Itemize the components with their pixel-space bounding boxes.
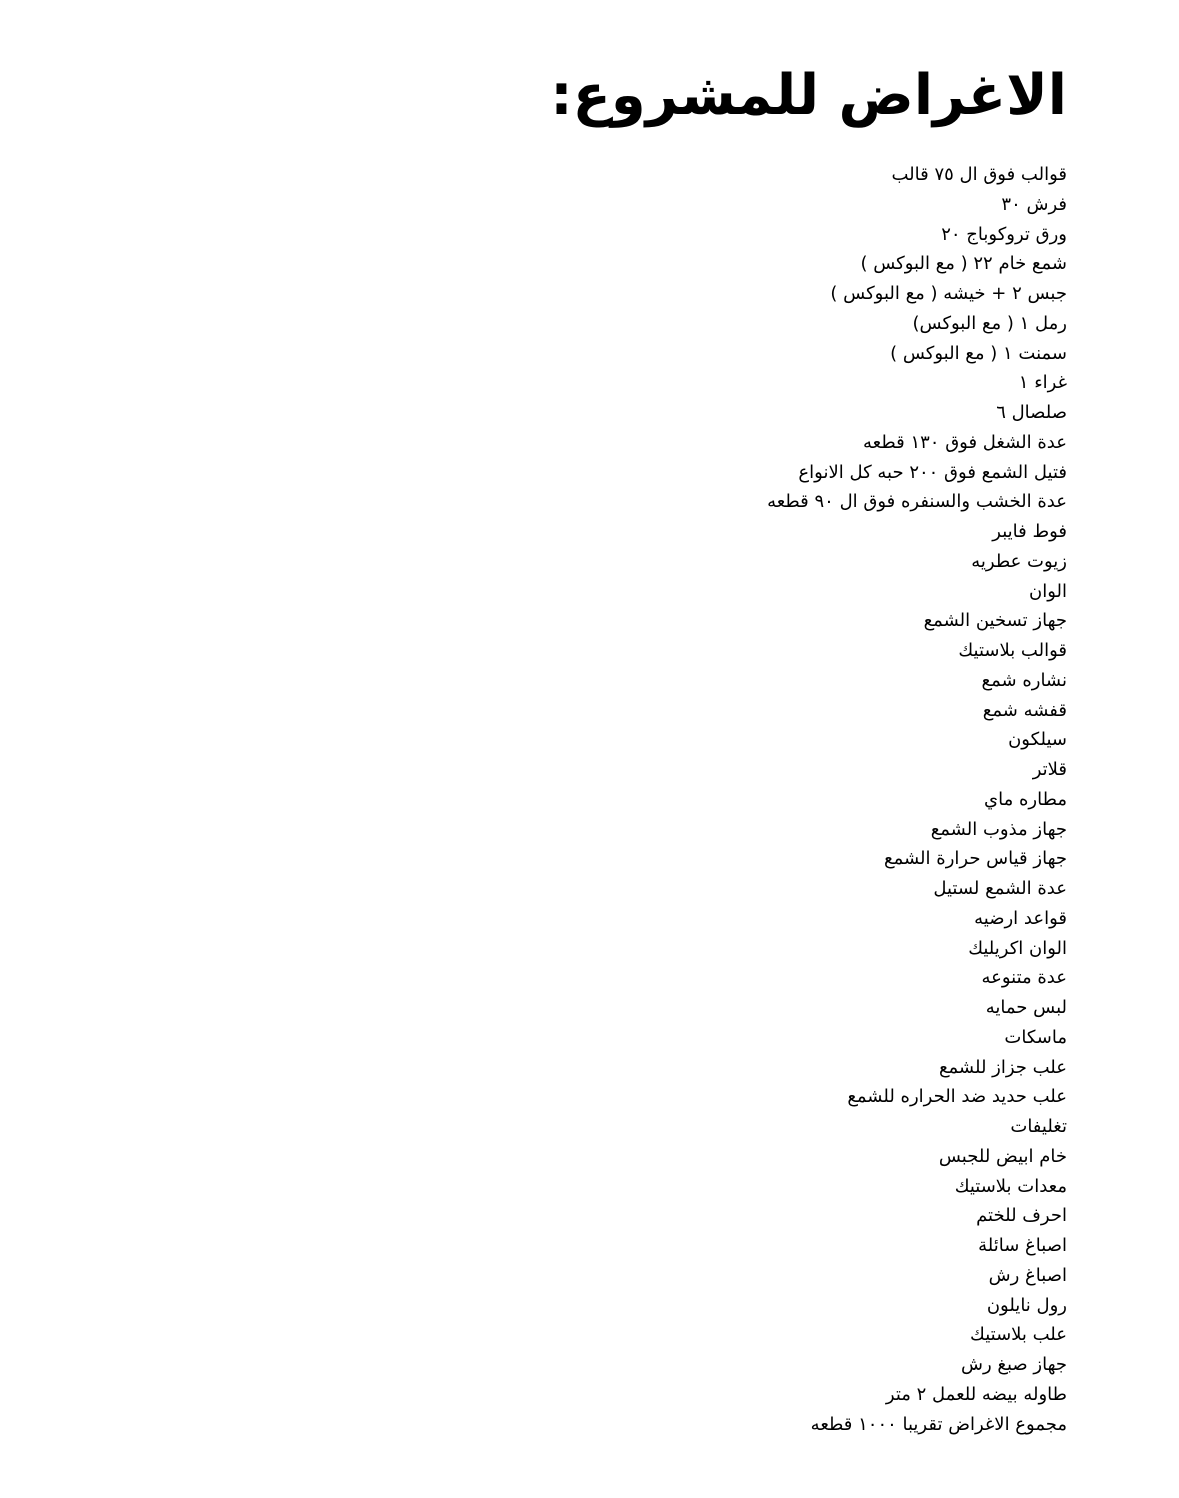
list-item: جهاز مذوب الشمع xyxy=(930,818,1067,840)
list-item: جهاز صبغ رش xyxy=(960,1354,1067,1375)
list-item: فتيل الشمع فوق ٢٠٠ حبه كل الانواع xyxy=(798,461,1067,483)
list-item: سمنت ١ ( مع البوكس ) xyxy=(890,342,1067,364)
page-title: الاغراض للمشروع: xyxy=(550,63,1067,128)
list-item: عدة متنوعه xyxy=(981,967,1067,989)
list-item: علب بلاستيك xyxy=(970,1324,1067,1346)
list-item: مجموع الاغراض تقريبا ١٠٠٠ قطعه xyxy=(810,1413,1067,1435)
list-item: سيلكون xyxy=(1008,729,1067,751)
list-item: رول نايلون xyxy=(986,1294,1067,1316)
list-item: زيوت عطريه xyxy=(971,550,1067,572)
list-item: قوالب فوق ال ٧٥ قالب xyxy=(891,164,1067,185)
list-item: طاوله بيضه للعمل ٢ متر xyxy=(885,1383,1067,1405)
list-item: علب جزاز للشمع xyxy=(938,1056,1067,1078)
list-item: عدة الشمع لستيل xyxy=(933,878,1067,899)
list-item: قلاتر xyxy=(1032,759,1067,780)
list-item: جهاز قياس حرارة الشمع xyxy=(884,848,1067,870)
list-item: مطاره ماي xyxy=(984,788,1067,810)
list-item: الوان xyxy=(1028,580,1067,602)
list-item: شمع خام ٢٢ ( مع البوكس ) xyxy=(860,253,1067,275)
list-item: خام ابيض للجبس xyxy=(938,1145,1067,1167)
list-item: عدة الشغل فوق ١٣٠ قطعه xyxy=(863,431,1067,453)
list-item: فوط فايبر xyxy=(992,521,1067,542)
list-item: عدة الخشب والسنفره فوق ال ٩٠ قطعه xyxy=(767,491,1067,513)
list-item: فرش ٣٠ xyxy=(1001,193,1067,215)
list-item: جبس ٢ + خيشه ( مع البوكس ) xyxy=(830,283,1067,304)
list-item: جهاز تسخين الشمع xyxy=(923,610,1067,632)
list-item: اصباغ رش xyxy=(988,1264,1067,1286)
list-item: علب حديد ضد الحراره للشمع xyxy=(847,1086,1067,1108)
list-item: قوالب بلاستيك xyxy=(958,640,1067,661)
supplies-list xyxy=(767,160,1067,1439)
list-item: ماسكات xyxy=(1004,1026,1067,1048)
list-item: لبس حمايه xyxy=(985,997,1067,1018)
list-item: غراء ١ xyxy=(1018,372,1067,394)
list-item: معدات بلاستيك xyxy=(954,1175,1067,1197)
list-item: نشاره شمع xyxy=(981,669,1067,691)
list-item: اصباغ سائلة xyxy=(978,1235,1067,1256)
list-item: صلصال ٦ xyxy=(996,402,1067,423)
list-item: تغليفات xyxy=(1010,1116,1067,1137)
list-item: الوان اكريليك xyxy=(968,937,1067,959)
list-item: ورق تروكوباج ٢٠ xyxy=(941,223,1067,245)
list-item: قواعد ارضيه xyxy=(974,907,1067,929)
list-item: احرف للختم xyxy=(976,1205,1067,1227)
list-item: رمل ١ ( مع البوكس) xyxy=(912,312,1067,334)
list-item: قفشه شمع xyxy=(982,699,1067,721)
